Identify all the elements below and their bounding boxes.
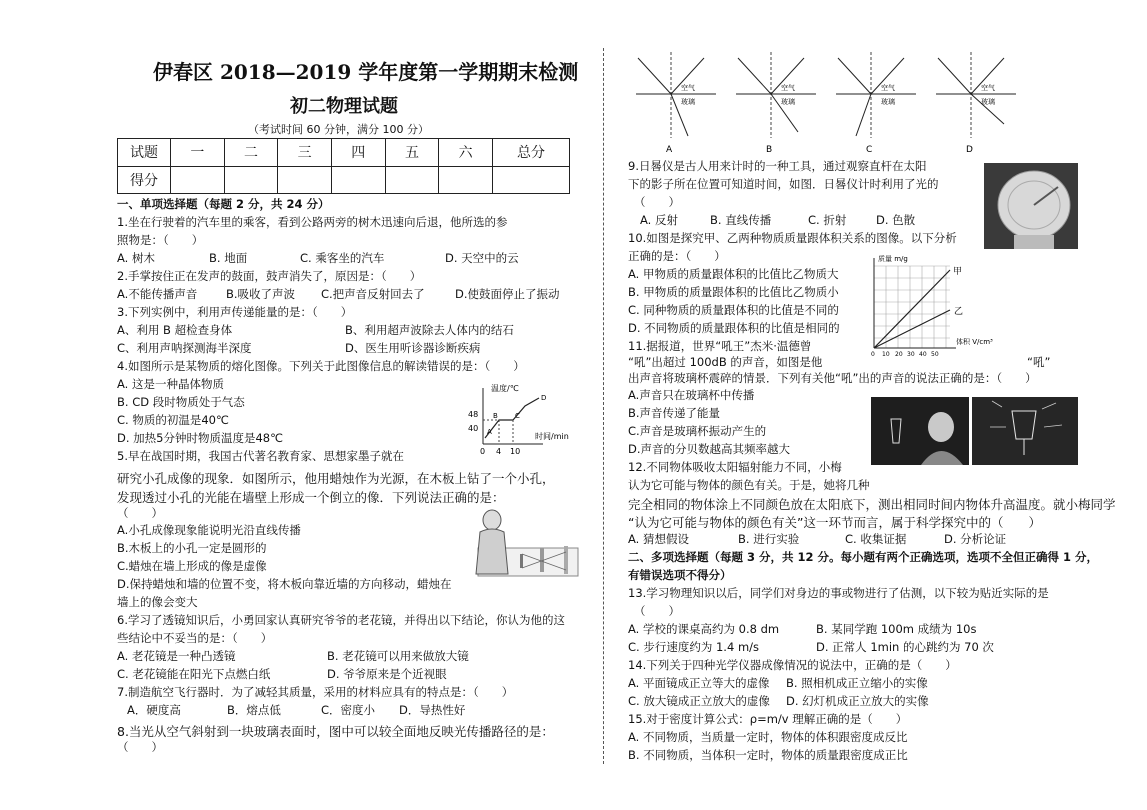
q7-option-a: A．硬度高 [127, 703, 181, 717]
q10-option-b: B. 甲物质的质量跟体积的比值比乙物质小 [628, 285, 839, 299]
q4-stem: 4.如图所示是某物质的熔化图像。下列关于此图像信息的解读错误的是：（ ） [117, 359, 525, 373]
q11-option-a: A.声音只在玻璃杯中传播 [628, 388, 755, 402]
q4-option-b: B. CD 段时物质处于气态 [117, 395, 245, 409]
x-axis-label: 时间/min [535, 432, 569, 441]
q5-stem-line1: 5.早在战国时期，我国古代著名教育家、思想家墨子就在 [117, 449, 404, 463]
q9-option-d: D. 色散 [876, 213, 916, 227]
series-line-yi [874, 310, 950, 348]
diagram-label-d: D [966, 145, 973, 155]
table-cell: 六 [439, 139, 493, 167]
score-cell[interactable] [171, 166, 225, 194]
air-label: 空气 [681, 84, 695, 92]
singer-head [928, 412, 954, 442]
q6-stem-line1: 6.学习了透镜知识后，小勇回家认真研究爷爷的老花镜，并得出以下结论，你认为他的这 [117, 613, 565, 627]
exam-info: （考试时间 60 分钟，满分 100 分） [248, 123, 429, 136]
q7-option-d: D．导热性好 [399, 703, 466, 717]
q14-option-c: C. 放大镜成正立放大的虚像 [628, 694, 770, 708]
point-label-b: B [493, 412, 498, 420]
q14-option-a: A. 平面镜成正立等大的虚像 [628, 676, 770, 690]
q2-option-d: D.使鼓面停止了振动 [455, 287, 560, 301]
score-cell[interactable] [385, 166, 439, 194]
q7-option-c: C．密度小 [321, 703, 376, 717]
q2-option-c: C.把声音反射回去了 [321, 287, 425, 301]
q9-option-c: C. 折射 [808, 213, 847, 227]
q15-stem: 15.对于密度计算公式：ρ=m/v 理解正确的是（ ） [628, 712, 908, 726]
q8-diagram-b [736, 52, 816, 155]
q13-stem-line1: 13.学习物理知识以后，同学们对身边的事或物进行了估测，以下较为贴近实际的是 [628, 586, 1049, 600]
q9-stem-line2: 下的影子所在位置可知道时间，如图．日晷仪计时利用了光的 [628, 177, 939, 191]
tick-label: 30 [907, 351, 915, 356]
tick-label: 10 [882, 351, 890, 356]
q10-option-a: A. 甲物质的质量跟体积的比值比乙物质大 [628, 267, 839, 281]
exam-subtitle: 初二物理试题 [290, 96, 398, 117]
table-cell: 五 [385, 139, 439, 167]
q13-stem-line2: （ ） [634, 604, 680, 618]
q11-option-d: D.声音的分贝数越高其频率越大 [628, 442, 791, 456]
glass-label: 玻璃 [681, 98, 695, 106]
score-cell[interactable] [278, 166, 332, 194]
tick-label-10: 10 [510, 447, 521, 456]
air-label: 空气 [881, 84, 895, 92]
point-label-a: A [487, 428, 492, 436]
tick-label-48: 48 [468, 410, 479, 419]
tick-label: 0 [871, 351, 875, 356]
q3-option-d: D、医生用听诊器诊断疾病 [345, 341, 481, 355]
score-table-score-row [118, 166, 570, 194]
q7-option-b: B．熔点低 [227, 703, 281, 717]
q14-stem: 14.下列关于四种光学仪器成像情况的说法中，正确的是（ ） [628, 658, 957, 672]
tick-label: 20 [895, 351, 903, 356]
q12-stem-line1: 12.不同物体吸收太阳辐射能力不同，小梅 [628, 460, 842, 474]
q11-option-b: B.声音传递了能量 [628, 406, 721, 420]
q10-stem-line2: 正确的是：（ ） [628, 249, 726, 263]
figure-robe [476, 529, 508, 574]
diagram-label-c: C [866, 145, 873, 155]
section-heading-1: 一、单项选择题（每题 2 分，共 24 分） [117, 197, 330, 211]
y-axis-label: 质量 m/g [878, 255, 908, 263]
table-cell: 得分 [118, 166, 171, 194]
glass-label: 玻璃 [881, 98, 895, 106]
glass-label: 玻璃 [781, 98, 795, 106]
q10-option-d: D. 不同物质的质量跟体积的比值是相同的 [628, 321, 840, 335]
section-heading-2-line2: 有错误选项不得分） [628, 568, 732, 582]
q6-stem-line2: 些结论中不妥当的是：（ ） [117, 631, 273, 645]
tick-label: 40 [919, 351, 927, 356]
q5-option-d-line1: D.保持蜡烛和墙的位置不变，将木板向靠近墙的方向移动，蜡烛在 [117, 577, 452, 591]
series-label-jia: 甲 [953, 267, 963, 277]
q1-stem-line2: 照物是：（ ） [117, 233, 204, 247]
q1-stem-line1: 1.坐在行驶着的汽车里的乘客，看到公路两旁的树木迅速向后退，他所选的参 [117, 215, 508, 229]
tick-label-4: 4 [496, 447, 502, 456]
q9-option-b: B. 直线传播 [710, 213, 772, 227]
diagram-label-a: A [666, 145, 673, 155]
q8-diagram-a [636, 52, 716, 155]
q9-option-a: A. 反射 [640, 213, 678, 227]
q5-option-a: A.小孔成像现象能说明光沿直线传播 [117, 523, 301, 537]
shattering-glass-photo [972, 397, 1078, 465]
q2-option-a: A.不能传播声音 [117, 287, 198, 301]
q12-stem-line2: 认为它可能与物体的颜色有关。于是，她将几种 [628, 478, 870, 492]
q11-option-c: C.声音是玻璃杯振动产生的 [628, 424, 767, 438]
q4-option-d: D. 加热5分钟时物质温度是48℃ [117, 431, 284, 445]
air-label: 空气 [781, 84, 795, 92]
q13-option-a: A. 学校的课桌高约为 0.8 dm [628, 622, 780, 636]
score-cell[interactable] [331, 166, 385, 194]
q1-option-b: B. 地面 [209, 251, 248, 265]
column-divider [603, 48, 604, 764]
q4-option-a: A. 这是一种晶体物质 [117, 377, 224, 391]
score-table-header-row [118, 139, 570, 167]
q11-stem-line2-tail: “吼” [1027, 355, 1051, 369]
table-cell: 四 [331, 139, 385, 167]
q7-stem: 7.制造航空飞行器时．为了减轻其质量，采用的材料应具有的特点是：（ ） [117, 685, 514, 699]
q5-option-c: C.蜡烛在墙上形成的像是虚像 [117, 559, 267, 573]
q15-option-a: A. 不同物质，当质量一定时，物体的体积跟密度成反比 [628, 730, 908, 744]
sundial-photo [984, 163, 1078, 249]
q8-diagram-c [836, 52, 916, 155]
q10-stem-line1: 10.如图是探究甲、乙两种物质质量跟体积关系的图像。以下分析 [628, 231, 957, 245]
glass-label: 玻璃 [981, 98, 995, 106]
point-label-d: D [541, 394, 547, 402]
q12-stem-line3: 完全相同的物体涂上不同颜色放在太阳底下，测出相同时间内物体升高温度。就小梅同学 [628, 497, 1116, 512]
series-label-yi: 乙 [954, 307, 964, 317]
q9-stem-line1: 9.日晷仪是古人用来计时的一种工具，通过观察直杆在太阳 [628, 159, 927, 173]
q8-stem-line2: （ ） [117, 740, 163, 754]
q1-option-d: D. 天空中的云 [445, 251, 519, 265]
score-table [117, 138, 570, 194]
q3-stem: 3.下列实例中，利用声传递能量的是：（ ） [117, 305, 353, 319]
point-label-c: C [515, 412, 520, 420]
exam-title: 伊春区 2018—2019 学年度第一学期期末检测 [153, 60, 579, 84]
table-cell: 试题 [118, 139, 171, 167]
q6-option-b: B. 老花镜可以用来做放大镜 [327, 649, 469, 663]
q5-option-b: B.木板上的小孔一定是圆形的 [117, 541, 267, 555]
q8-stem-line1: 8.当光从空气斜射到一块玻璃表面时，图中可以较全面地反映光传播路径的是： [117, 724, 554, 739]
q14-option-b: B. 照相机成正立缩小的实像 [786, 676, 928, 690]
q3-option-b: B、利用超声波除去人体内的结石 [345, 323, 514, 337]
q2-option-b: B.吸收了声波 [226, 287, 296, 301]
q3-option-c: C、利用声呐探测海半深度 [117, 341, 252, 355]
q1-option-c: C. 乘客坐的汽车 [300, 251, 385, 265]
q5-stem-line2: 研究小孔成像的现象．如图所示，他用蜡烛作为光源，在木板上钻了一个小孔， [117, 471, 555, 486]
tick-label-0: 0 [480, 447, 486, 456]
tick-label: 50 [931, 351, 939, 356]
y-axis-label: 温度/℃ [491, 384, 519, 393]
q13-option-c: C. 步行速度约为 1.4 m/s [628, 640, 760, 654]
q11-stem-line2: “吼”出超过 100dB 的声音，如图是他 [628, 355, 823, 369]
air-label: 空气 [981, 84, 995, 92]
q9-stem-line3: （ ） [634, 195, 680, 209]
figure-head [483, 510, 501, 530]
q5-stem-line4: （ ） [117, 506, 163, 520]
q12-option-a: A. 猜想假设 [628, 532, 689, 546]
q2-stem: 2.手掌按住正在发声的鼓面，鼓声消失了，原因是：（ ） [117, 269, 422, 283]
q12-option-c: C. 收集证据 [845, 532, 907, 546]
q8-diagram-d [936, 52, 1016, 155]
q12-option-b: B. 进行实验 [738, 532, 800, 546]
score-cell[interactable] [224, 166, 278, 194]
score-cell[interactable] [439, 166, 493, 194]
q4-option-c: C. 物质的初温是40℃ [117, 413, 229, 427]
q13-option-d: D. 正常人 1min 的心跳约为 70 次 [816, 640, 994, 654]
q6-option-a: A. 老花镜是一种凸透镜 [117, 649, 236, 663]
q10-option-c: C. 同种物质的质量跟体积的比值是不同的 [628, 303, 839, 317]
x-axis-label: 体积 V/cm³ [956, 338, 993, 346]
sundial-base [1014, 235, 1054, 249]
q1-option-a: A. 树木 [117, 251, 155, 265]
q5-stem-line3: 发现透过小孔的光能在墙壁上形成一个倒立的像．下列说法正确的是： [117, 490, 505, 505]
series-line-jia [874, 270, 950, 348]
q6-option-d: D. 爷爷原来是个近视眼 [327, 667, 447, 681]
photo-background [871, 397, 969, 465]
table-cell: 二 [224, 139, 278, 167]
diagram-label-b: B [766, 145, 773, 155]
q11-stem-line1: 11.据报道，世界“吼王”杰米·温德曾 [628, 339, 812, 353]
table-cell: 一 [171, 139, 225, 167]
q4-melting-graph [463, 382, 581, 456]
q3-option-a: A、利用 B 超检查身体 [117, 323, 233, 337]
q6-option-c: C. 老花镜能在阳光下点燃白纸 [117, 667, 271, 681]
q14-option-d: D. 幻灯机成正立放大的实像 [786, 694, 929, 708]
tick-label-40: 40 [468, 424, 479, 433]
q10-mass-volume-graph [864, 252, 1014, 356]
mozi-pinhole-illustration [470, 508, 580, 578]
score-cell[interactable] [493, 166, 570, 194]
q11-stem-line3: 出声音将玻璃杯震碎的情景．下列有关他“吼”出的声音的说法正确的是：（ ） [628, 371, 1037, 385]
q15-option-b: B. 不同物质，当体积一定时，物体的质量跟密度成正比 [628, 748, 908, 762]
q5-option-d-line2: 墙上的像会变大 [117, 595, 198, 609]
q8-light-path-diagrams [626, 48, 1026, 156]
q12-option-d: D. 分析论证 [944, 532, 1007, 546]
table-cell: 三 [278, 139, 332, 167]
photo-background [972, 397, 1078, 465]
section-heading-2-line1: 二、多项选择题（每题 3 分，共 12 分。每小题有两个正确选项，选项不全但正确得 1 分， [628, 550, 1099, 564]
singer-photo [871, 397, 969, 465]
q13-option-b: B. 某同学跑 100m 成绩为 10s [816, 622, 977, 636]
candle [520, 554, 523, 568]
table-cell: 总分 [493, 139, 570, 167]
q12-stem-line4: “认为它可能与物体的颜色有关”这一环节而言，属于科学探究中的（ ） [628, 515, 1041, 530]
